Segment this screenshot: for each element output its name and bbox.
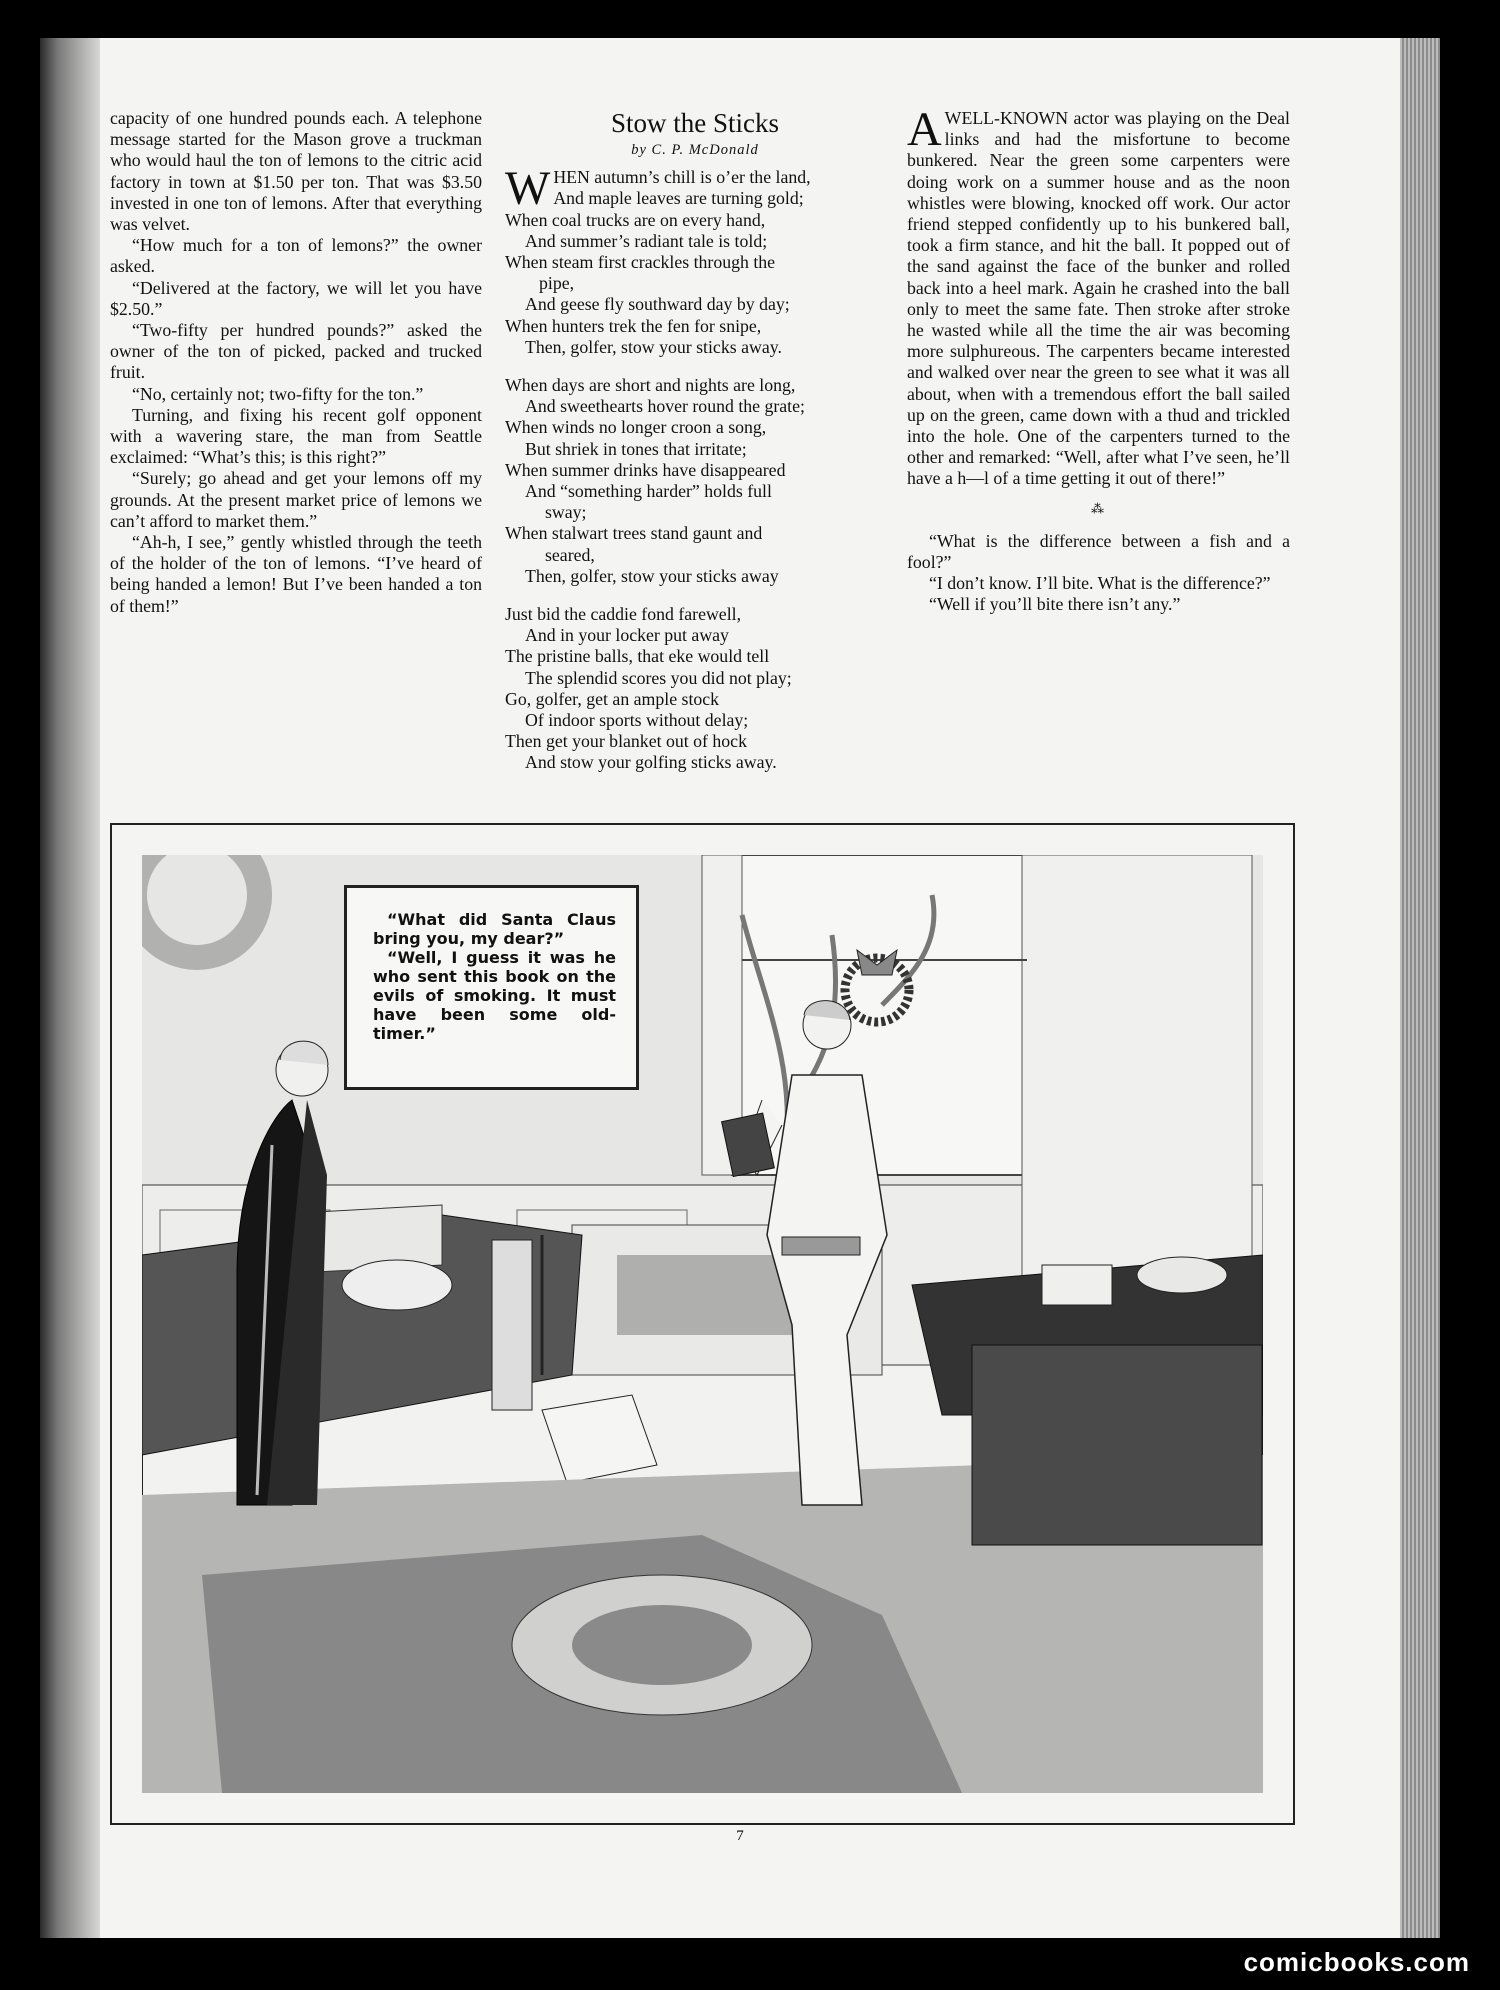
poem-line: pipe,: [539, 273, 575, 294]
cartoon-caption: [344, 885, 639, 1090]
poem-line: Then, golfer, stow your sticks away.: [525, 336, 782, 357]
anecdote-lead: WELL-KNOWN: [944, 108, 1069, 128]
poem-line: sway;: [545, 502, 587, 523]
poem-line: And stow your golfing sticks away.: [525, 752, 777, 773]
cartoon-frame: [110, 823, 1295, 1825]
paragraph: “No, certainly not; two-fifty for the ton.”: [132, 383, 424, 404]
column-right: [907, 103, 1290, 616]
page-number: 7: [736, 1828, 744, 1844]
poem-line: And in your locker put away: [525, 625, 729, 646]
joke-line: “I don’t know. I’ll bite. What is the difference?”: [929, 573, 1271, 594]
section-ornament: ⁂: [1091, 500, 1106, 516]
drop-cap: W: [505, 162, 551, 216]
poem-line: Go, golfer, get an ample stock: [505, 688, 720, 709]
poem-line: HEN autumn’s chill is o’er the land,: [553, 167, 811, 188]
paragraph: “Delivered at the factory, we will let you have $2.50.”: [110, 277, 482, 319]
poem-line: Of indoor sports without delay;: [525, 710, 749, 731]
poem-stanza-3: [505, 604, 885, 774]
poem-line: Then get your blanket out of hock: [505, 731, 747, 752]
column-middle-poem: [505, 108, 885, 791]
anecdote-body: actor was playing on the Deal links and had the misfortune to become bunkered. Near the green some carpenters were doing work on a summer house and as the noon whistles were blowing, knocked off work. Our actor friend stepped confidently up to his bunkered ball, took a firm stance, and hit the ball. It popped out of the sand against the face of the bunker and rolled back into a heel mark. Again he crashed into the ball only to meet the same fate. Then stroke after stroke he wasted while all the time the air was becoming more sulphureous. The carpenters became interested and walked over near the green to see what it was all about, when with a tremendous effort the ball sailed up on the green, came down with a thud and trickled into the hole. One of the carpenters turned to the other and remarked: “Well, after what I’ve seen, he’ll have a h—l of a time getting it out of there!”: [907, 108, 1290, 489]
magazine-page: [40, 38, 1440, 1938]
cartoon-illustration: [142, 855, 1263, 1793]
poem-line: Then, golfer, stow your sticks away: [525, 565, 779, 586]
poem-line: And maple leaves are turning gold;: [553, 188, 804, 209]
joke-line: “Well if you’ll bite there isn’t any.”: [929, 594, 1181, 615]
poem-title: Stow the Sticks: [610, 108, 779, 138]
watermark: comicbooks.com: [1243, 1947, 1470, 1977]
poem-line: When days are short and nights are long,: [505, 375, 796, 396]
poem-line: When coal trucks are on every hand,: [505, 209, 766, 230]
poem-stanza-1: [505, 162, 885, 358]
paragraph: capacity of one hundred pounds each. A telephone message started for the Mason grove a truckman who would haul the ton of lemons to the citric acid factory in town at $1.50 per ton. That was $3.50 invested in one ton of lemons. After that everything was velvet.: [110, 108, 482, 235]
poem-stanza-2: [505, 375, 885, 587]
column-left: [110, 108, 482, 617]
joke-line: “What is the difference between a fish and a fool?”: [907, 530, 1290, 573]
poem-byline: by C. P. McDonald: [631, 142, 759, 158]
poem-line: When summer drinks have disappeared: [505, 459, 786, 480]
poem-line: And summer’s radiant tale is told;: [525, 230, 768, 251]
drop-cap: A: [907, 103, 942, 156]
caption-line: “Well, I guess it was he who sent this book on the evils of smoking. It must have been some old-timer.”: [373, 948, 616, 1043]
binding-gutter: [40, 38, 100, 1938]
poem-line: And sweethearts hover round the grate;: [525, 396, 805, 417]
poem-line: Just bid the caddie fond farewell,: [505, 604, 742, 625]
paragraph: Turning, and fixing his recent golf opponent with a wavering stare, the man from Seattle exclaimed: “What’s this; is this right?”: [110, 404, 482, 468]
poem-line: When steam first crackles through the: [505, 252, 776, 273]
anecdote-paragraph: [907, 103, 1290, 490]
poem-line: The pristine balls, that eke would tell: [505, 646, 770, 667]
caption-line: “What did Santa Claus bring you, my dear?”: [373, 910, 616, 948]
poem-line: seared,: [545, 544, 595, 565]
page-fore-edge: [1400, 38, 1440, 1938]
poem-line: But shriek in tones that irritate;: [525, 438, 747, 459]
poem-line: And “something harder” holds full: [525, 481, 772, 502]
paragraph: “How much for a ton of lemons?” the owner asked.: [110, 235, 482, 277]
paragraph: “Surely; go ahead and get your lemons off my grounds. At the present market price of lemons we can’t afford to market them.”: [110, 468, 482, 531]
poem-line: When hunters trek the fen for snipe,: [505, 315, 762, 336]
poem-line: And geese fly southward day by day;: [525, 294, 790, 315]
poem-line: When winds no longer croon a song,: [505, 417, 767, 438]
paragraph: “Ah-h, I see,” gently whistled through the teeth of the holder of the ton of lemons. “I’ve heard of being handed a lemon! But I’ve been handed a ton of them!”: [110, 532, 482, 616]
poem-line: The splendid scores you did not play;: [525, 667, 792, 688]
paragraph: “Two-fifty per hundred pounds?” asked the owner of the ton of picked, packed and trucked fruit.: [110, 320, 482, 383]
poem-line: When stalwart trees stand gaunt and: [505, 523, 763, 544]
